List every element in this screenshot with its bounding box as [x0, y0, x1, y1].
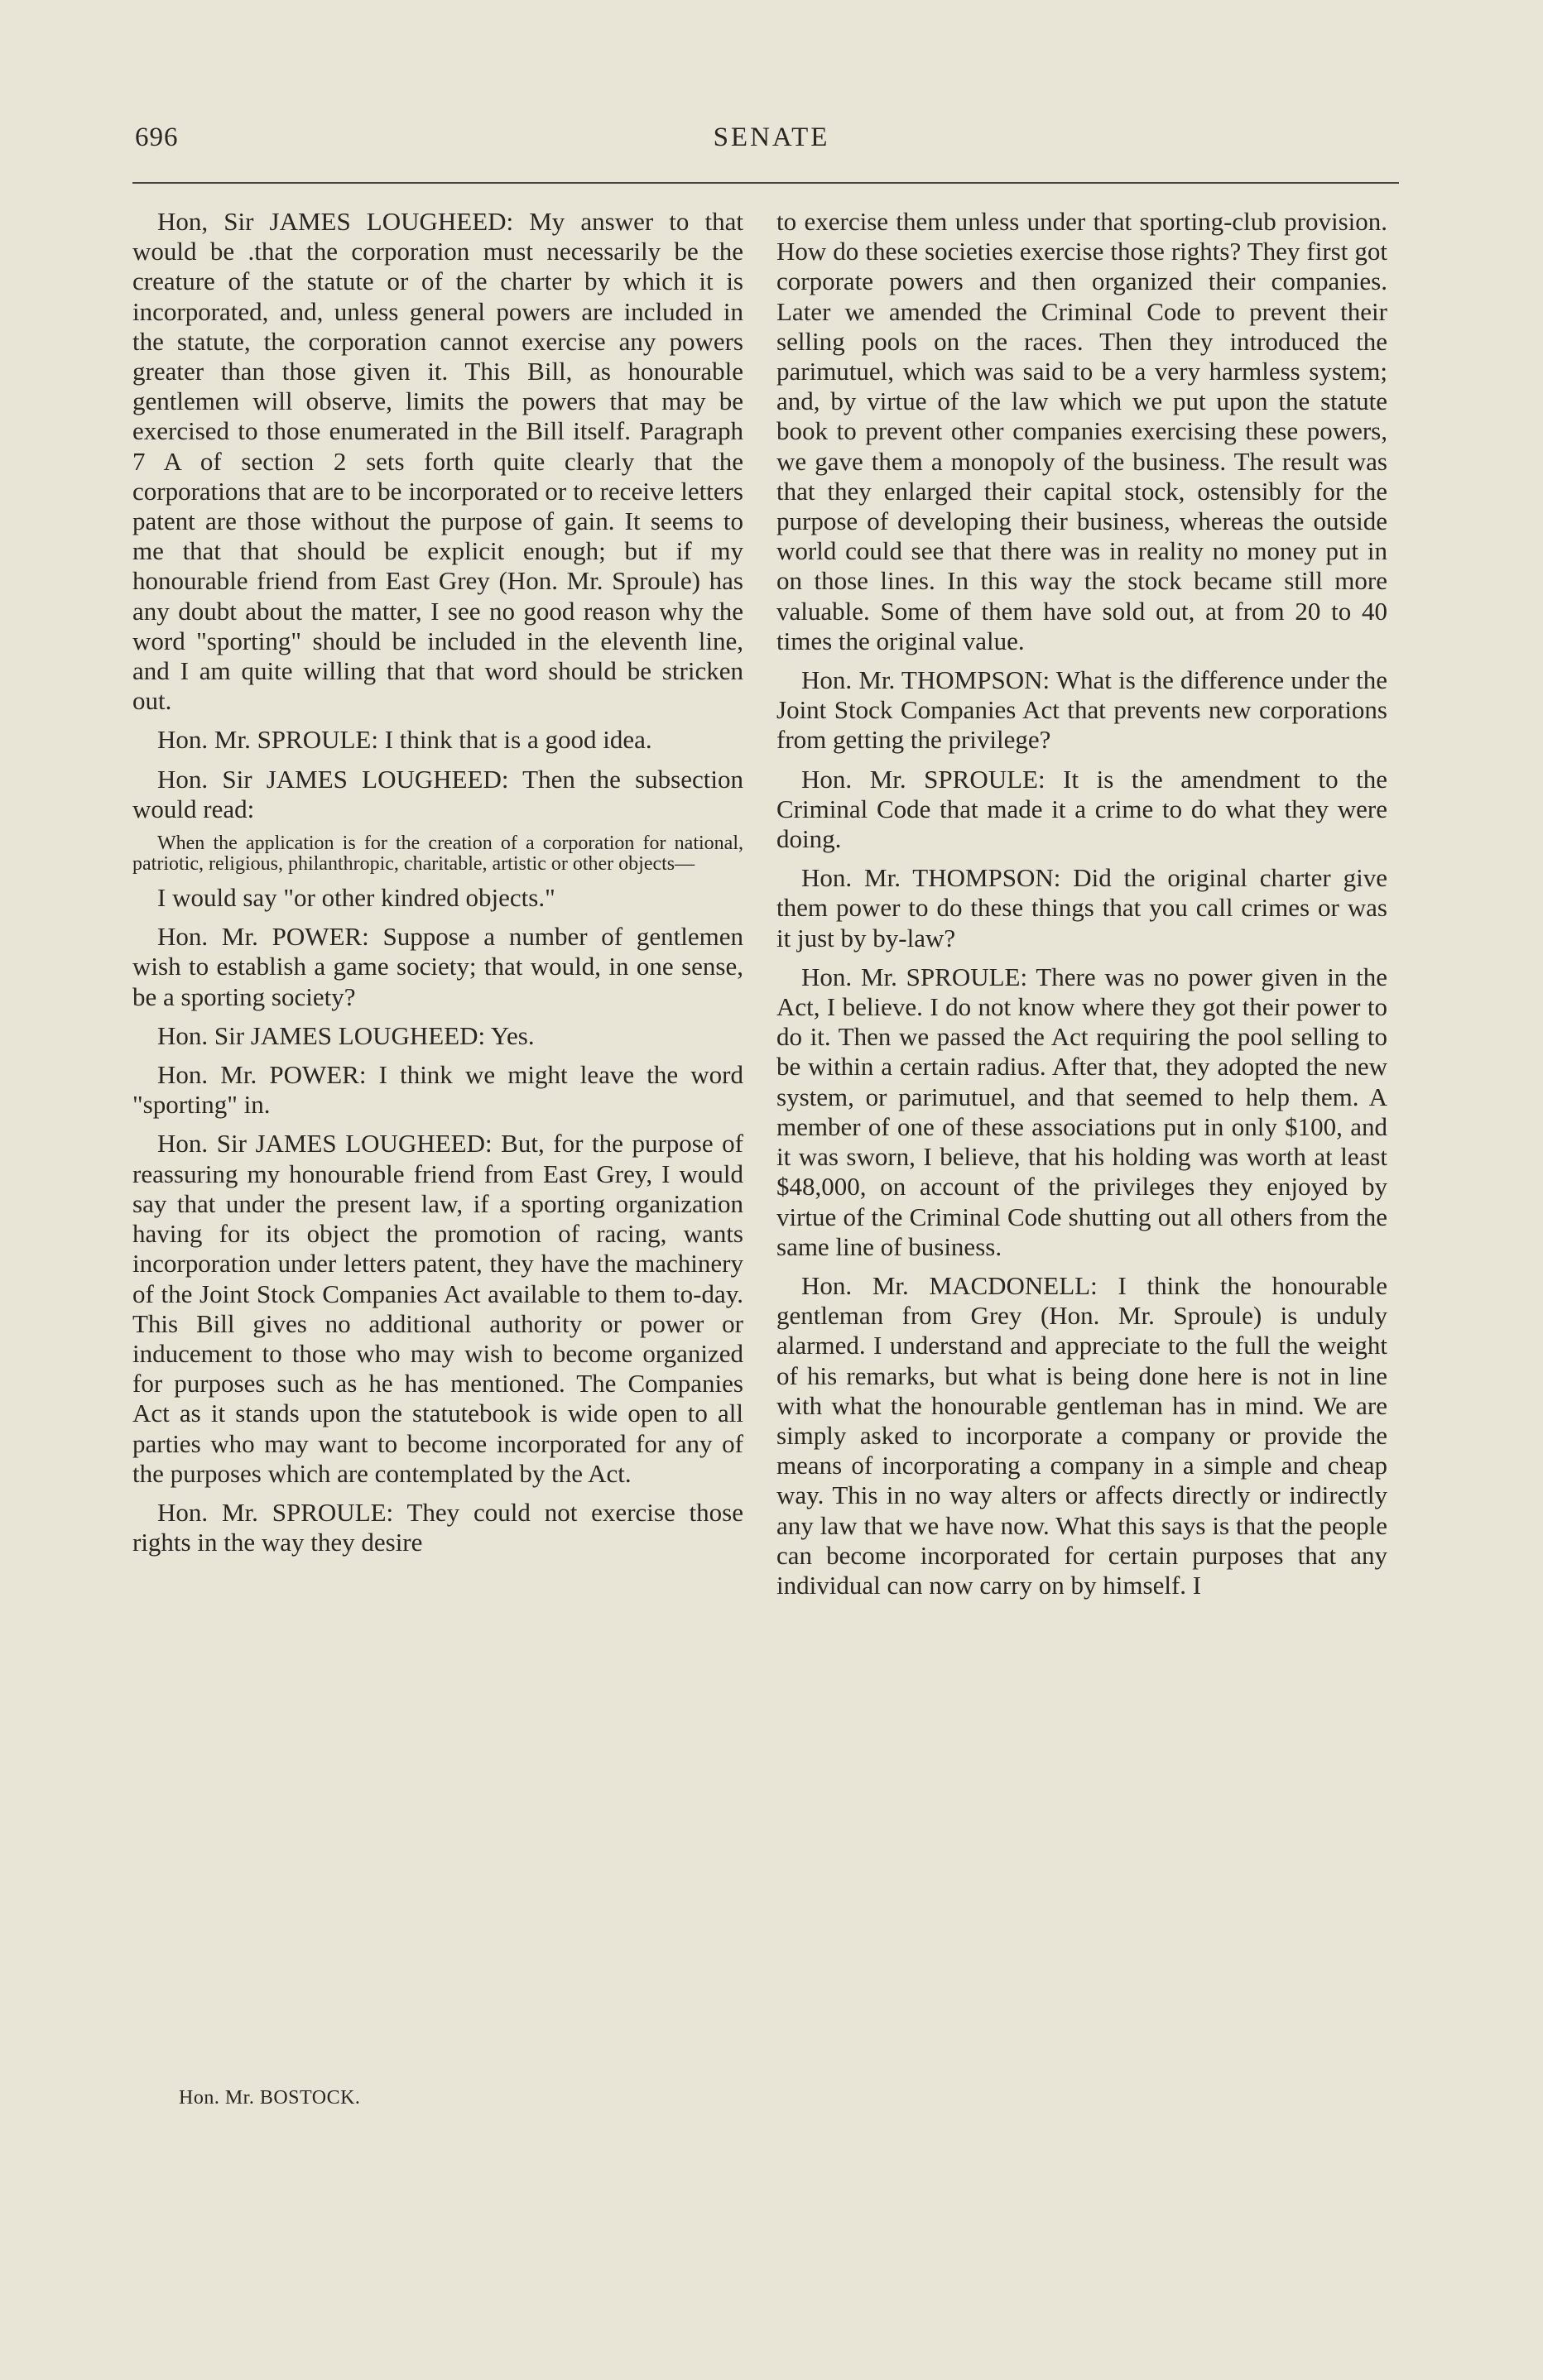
paragraph-continuation: to exercise them unless under that sporting-club provision. How do these societies exercise those rights? They first got corporate powers and then organized their companies. Later we amended the Criminal Code to prevent their selling pools on the races. Then they introduced the parimutuel, which was said to be a very harmless system; and, by virtue of the law which we put upon the statute book to prevent other companies exercising these powers, we gave them a monopoly of the business. The result was that they enlarged their capital stock, ostensibly for the purpose of developing their business, whereas the outside world could see that there was in reality no money put in on those lines. In this way the stock became still more valuable. Some of them have sold out, at from 20 to 40 times the original value. [776, 207, 1387, 655]
right-column [776, 207, 1387, 1610]
paragraph-power-game-society: Hon. Mr. POWER: Suppose a number of gentlemen wish to establish a game society; that would, in one sense, be a sporting society? [132, 922, 743, 1011]
page-number: 696 [135, 122, 179, 152]
paragraph-lougheed-reassuring: Hon. Sir JAMES LOUGHEED: But, for the purpose of reassuring my honourable friend from East Grey, I would say that under the present law, if a sporting organization having for its object the promotion of racing, wants incorporation under letters patent, they have the machinery of the Joint Stock Companies Act available to them to-day. This Bill gives no additional authority or power or inducement to those who may wish to become organized for purposes such as he has mentioned. The Companies Act as it stands upon the statutebook is wide open to all parties who may want to become incorporated for any of the purposes which are contemplated by the Act. [132, 1129, 743, 1488]
paragraph-lougheed-answer: Hon, Sir JAMES LOUGHEED: My answer to that would be .that the corporation must necessarily be the creature of the statute or of the charter by which it is incorporated, and, unless general powers are included in the statute, the corporation cannot exercise any powers greater than those given it. This Bill, as honourable gentlemen will observe, limits the powers that may be exercised to those enumerated in the Bill itself. Paragraph 7 A of section 2 sets forth quite clearly that the corporations that are to be incorporated or to receive letters patent are those without the purpose of gain. It seems to me that that should be explicit enough; but if my honourable friend from East Grey (Hon. Mr. Sproule) has any doubt about the matter, I see no good reason why the word "sporting" should be included in the eleventh line, and I am quite willing that that word should be stricken out. [132, 207, 743, 716]
paragraph-lougheed-yes: Hon. Sir JAMES LOUGHEED: Yes. [157, 1020, 535, 1050]
paragraph-power-sporting: Hon. Mr. POWER: I think we might leave the word "sporting" in. [132, 1060, 743, 1120]
paragraph-sproule-power: Hon. Mr. SPROULE: There was no power given in the Act, I believe. I do not know where they got their power to do it. Then we passed the Act requiring the pool selling to be within a certain radius. After that, they adopted the new system, or parimutuel, and that seemed to help them. A member of one of these associations put in only $100, and it was sworn, I believe, that his holding was worth at least $48,000, on account of the privileges they enjoyed by virtue of the Criminal Code shutting out all others from the same line of business. [776, 962, 1387, 1261]
paragraph-sproule-rights: Hon. Mr. SPROULE: They could not exercise those rights in the way they desire [132, 1497, 743, 1557]
running-head: SENATE [713, 122, 830, 152]
quoted-subsection: When the application is for the creation of a corporation for national, patriotic, religious, philanthropic, charitable, artistic or other objects— [132, 833, 743, 876]
footer-speaker-note: Hon. Mr. BOSTOCK. [179, 2087, 361, 2109]
paragraph-macdonell: Hon. Mr. MACDONELL: I think the honourable gentleman from Grey (Hon. Mr. Sproule) is unduly alarmed. I understand and appreciate to the full the weight of his remarks, but what is being done here is not in line with what the honourable gentleman has in mind. We are simply asked to incorporate a company or provide the means of incorporating a company in a simple and cheap way. This in no way alters or affects directly or indirectly any law that we have now. What this says is that the people can become incorporated for certain purposes that any individual can now carry on by himself. I [776, 1270, 1387, 1600]
paragraph-sproule-amendment: Hon. Mr. SPROULE: It is the amendment to the Criminal Code that made it a crime to do what they were doing. [776, 764, 1387, 854]
paragraph-sproule-good-idea: Hon. Mr. SPROULE: I think that is a good idea. [157, 725, 652, 755]
paragraph-lougheed-subsection: Hon. Sir JAMES LOUGHEED: Then the subsection would read: [132, 764, 743, 823]
paragraph-thompson-difference: Hon. Mr. THOMPSON: What is the difference under the Joint Stock Companies Act that prevents new corporations from getting the privilege? [776, 665, 1387, 755]
left-column [132, 207, 743, 1567]
paragraph-thompson-charter: Hon. Mr. THOMPSON: Did the original charter give them power to do these things that you call crimes or was it just by by-law? [776, 863, 1387, 952]
paragraph-kindred-objects: I would say "or other kindred objects." [157, 883, 555, 913]
header-rule [132, 182, 1399, 184]
